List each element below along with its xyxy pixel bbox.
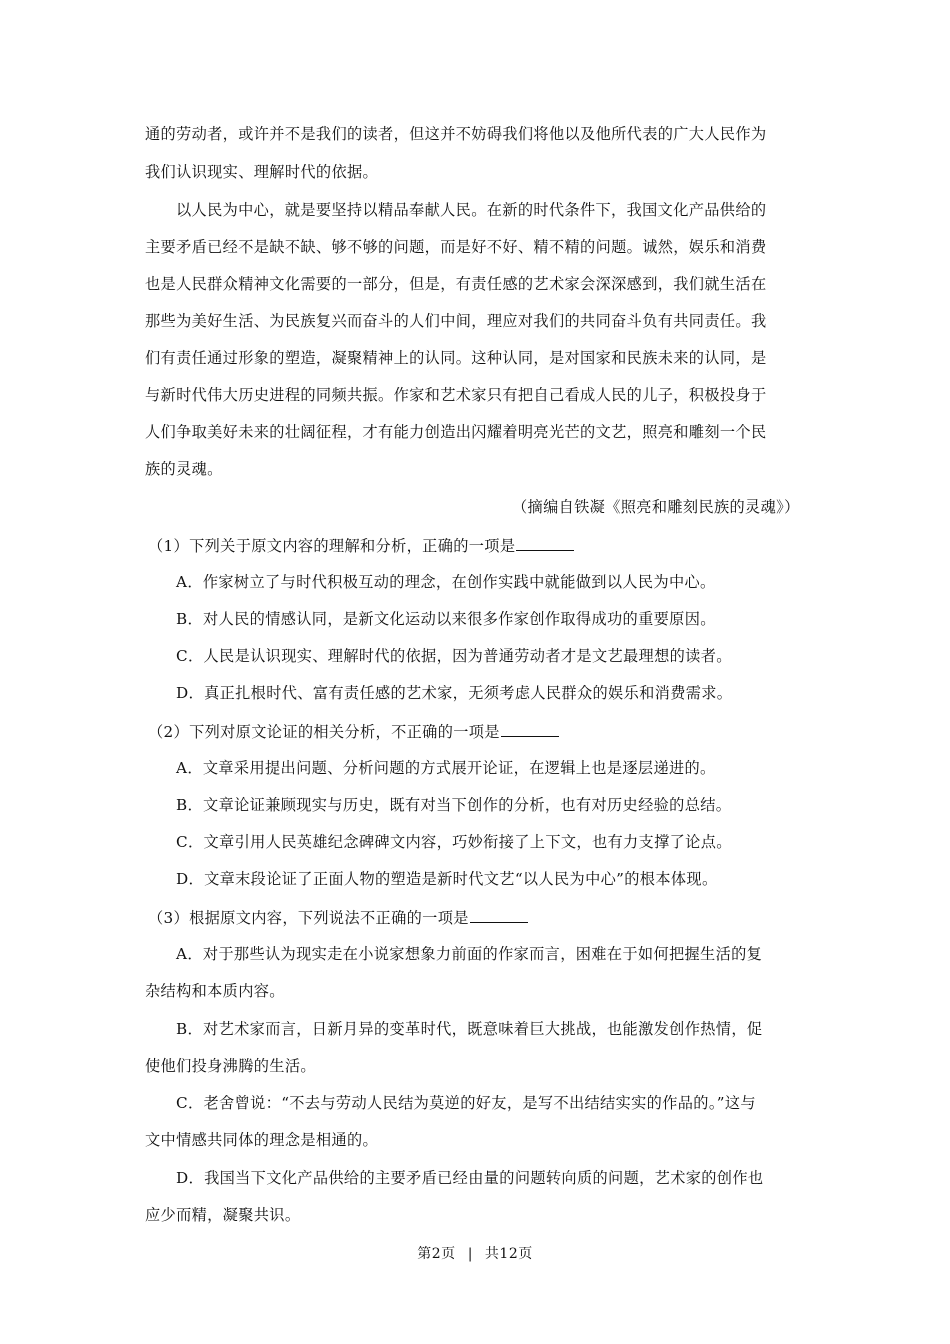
- source-citation: （摘编自铁凝《照亮和雕刻民族的灵魂》）: [512, 498, 800, 516]
- q1-option-d: D．真正扎根时代、富有责任感的艺术家，无须考虑人民群众的娱乐和消费需求。: [176, 684, 733, 702]
- q3-option-a: A．对于那些认为现实走在小说家想象力前面的作家而言，困难在于如何把握生活的复: [176, 945, 763, 963]
- q2-option-b: B．文章论证兼顾现实与历史，既有对当下创作的分析，也有对历史经验的总结。: [176, 796, 732, 814]
- footer-separator: |: [467, 1246, 473, 1262]
- passage-line: 我们认识现实、理解时代的依据。: [145, 163, 379, 181]
- passage-line: 也是人民群众精神文化需要的一部分，但是，有责任感的艺术家会深深感到，我们就生活在: [145, 275, 767, 293]
- q3-option-c-cont: 文中情感共同体的理念是相通的。: [145, 1131, 379, 1149]
- question-1-stem: （1）下列关于原文内容的理解和分析，正确的一项是: [148, 535, 813, 556]
- passage-line: 主要矛盾已经不是缺不缺、够不够的问题，而是好不好、精不精的问题。诚然，娱乐和消费: [145, 238, 767, 256]
- passage-line: 人们争取美好未来的壮阔征程，才有能力创造出闪耀着明亮光芒的文艺，照亮和雕刻一个民: [145, 423, 767, 441]
- passage-line: 们有责任通过形象的塑造，凝聚精神上的认同。这种认同，是对国家和民族未来的认同，是: [145, 349, 767, 367]
- q2-option-c: C．文章引用人民英雄纪念碑碑文内容，巧妙衔接了上下文，也有力支撑了论点。: [176, 833, 732, 851]
- q3-option-a-cont: 杂结构和本质内容。: [145, 982, 285, 1000]
- answer-blank: [470, 907, 528, 923]
- passage-line: 那些为美好生活、为民族复兴而奋斗的人们中间，理应对我们的共同奋斗负有共同责任。我: [145, 312, 767, 330]
- passage-line: 与新时代伟大历史进程的同频共振。作家和艺术家只有把自己看成人民的儿子，积极投身于: [145, 386, 767, 404]
- q1-option-a: A．作家树立了与时代积极互动的理念，在创作实践中就能做到以人民为中心。: [176, 573, 716, 591]
- page-number: 第2页: [417, 1246, 456, 1262]
- q2-option-d: D．文章末段论证了正面人物的塑造是新时代文艺“以人民为中心”的根本体现。: [176, 870, 718, 888]
- q1-option-c: C．人民是认识现实、理解时代的依据，因为普通劳动者才是文艺最理想的读者。: [176, 647, 732, 665]
- question-2-stem: （2）下列对原文论证的相关分析，不正确的一项是: [148, 721, 813, 742]
- q3-option-d-cont: 应少而精，凝聚共识。: [145, 1206, 301, 1224]
- q3-option-c: C．老舍曾说：“不去与劳动人民结为莫逆的好友，是写不出结结实实的作品的。”这与: [176, 1094, 756, 1112]
- page-total: 共12页: [484, 1246, 533, 1262]
- passage-line: 以人民为中心，就是要坚持以精品奉献人民。在新的时代条件下，我国文化产品供给的: [176, 201, 767, 219]
- answer-blank: [516, 535, 574, 551]
- passage-line: 通的劳动者，或许并不是我们的读者，但这并不妨碍我们将他以及他所代表的广大人民作为: [145, 125, 767, 143]
- q3-option-b: B．对艺术家而言，日新月异的变革时代，既意味着巨大挑战，也能激发创作热情，促: [176, 1020, 763, 1038]
- q1-option-b: B．对人民的情感认同，是新文化运动以来很多作家创作取得成功的重要原因。: [176, 610, 716, 628]
- q3-option-b-cont: 使他们投身沸腾的生活。: [145, 1057, 316, 1075]
- question-3-stem: （3）根据原文内容，下列说法不正确的一项是: [148, 907, 813, 928]
- q3-option-d: D．我国当下文化产品供给的主要矛盾已经由量的问题转向质的问题，艺术家的创作也: [176, 1169, 764, 1187]
- passage-line: 族的灵魂。: [145, 460, 223, 478]
- answer-blank: [501, 721, 559, 737]
- q2-option-a: A．文章采用提出问题、分析问题的方式展开论证，在逻辑上也是逐层递进的。: [176, 759, 716, 777]
- page-footer: [0, 1244, 950, 1264]
